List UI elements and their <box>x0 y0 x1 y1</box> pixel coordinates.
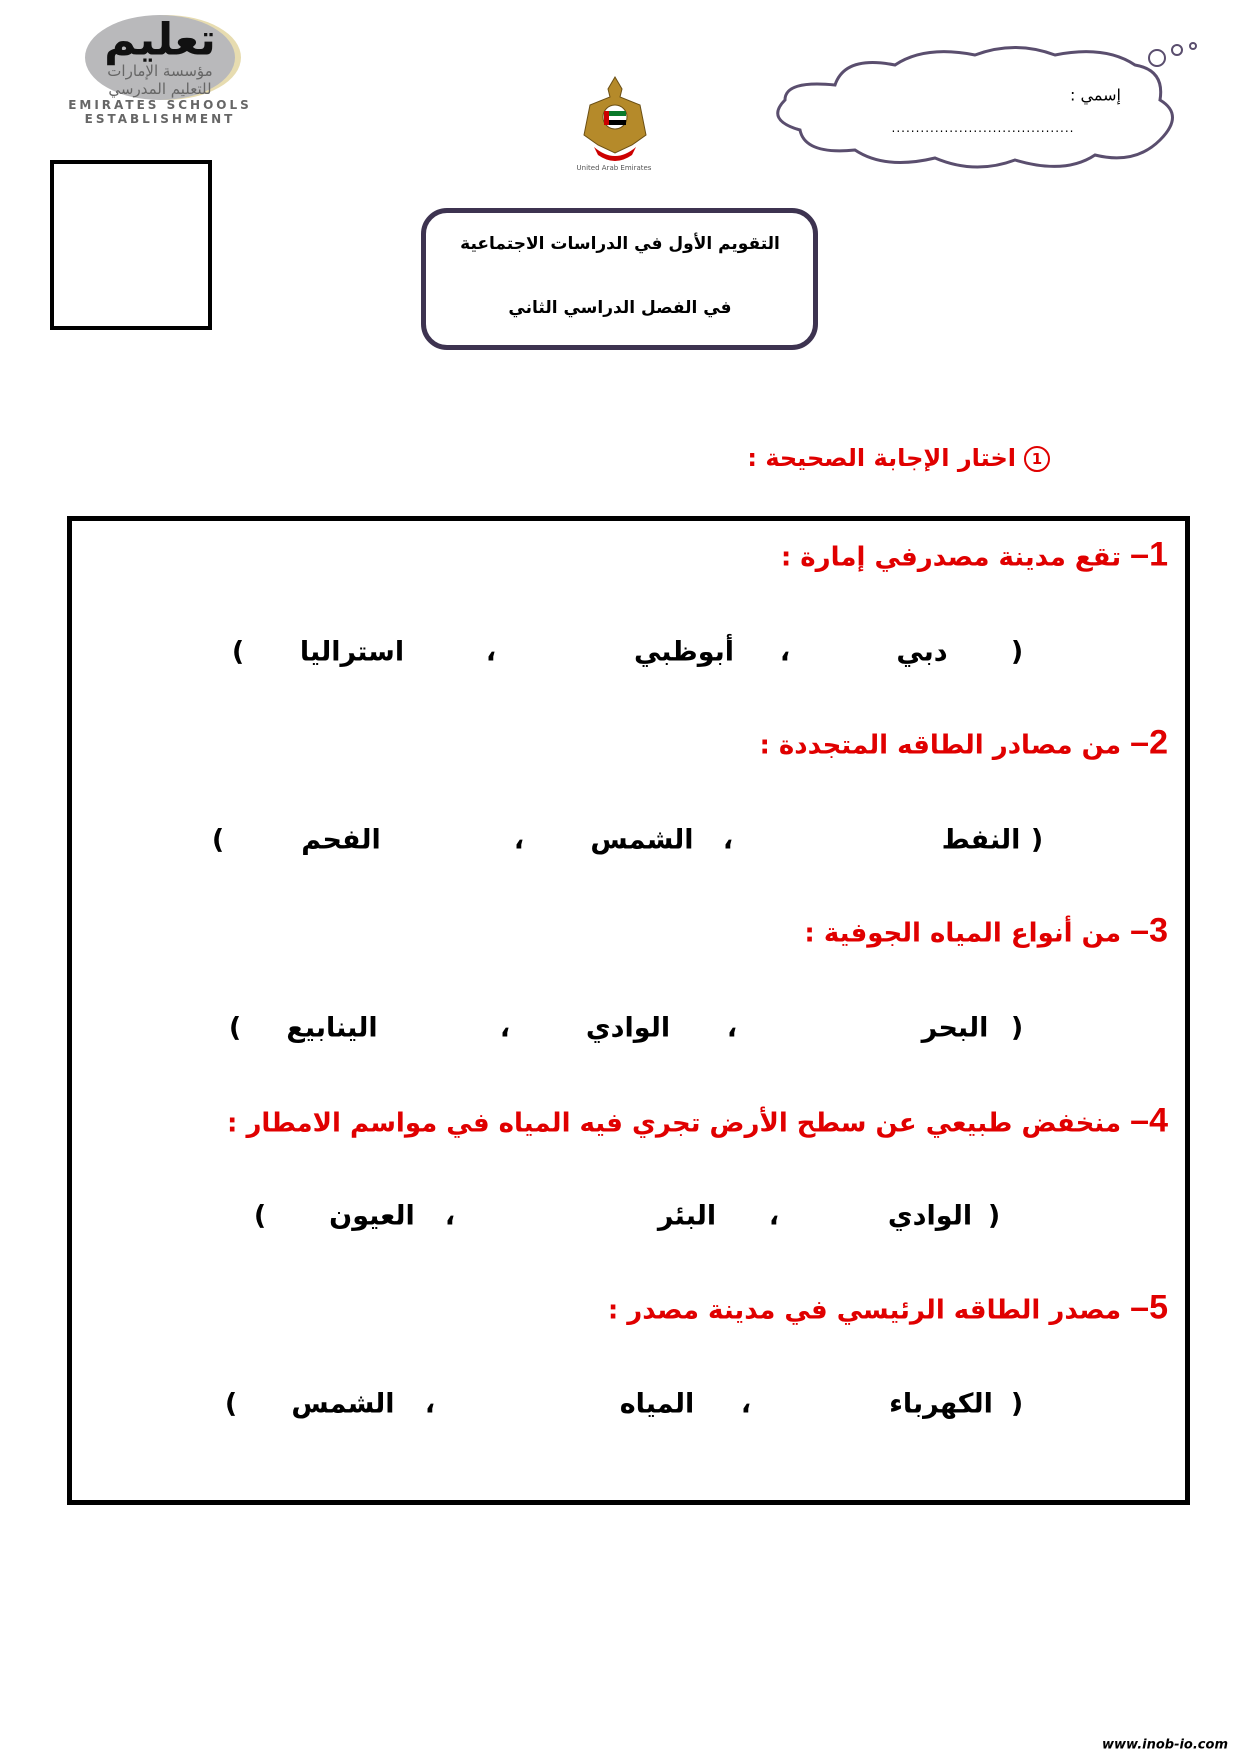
question-text: 5– مصدر الطاقه الرئيسي في مدينة مصدر : <box>607 1288 1168 1327</box>
separator: ، <box>768 1200 780 1232</box>
section-heading: 1اختار الإجابة الصحيحة : <box>747 444 1050 472</box>
option[interactable]: الينابيع <box>286 1012 378 1044</box>
question-text: 1– تقع مدينة مصدرفي إمارة : <box>780 535 1168 574</box>
option[interactable]: الوادي <box>585 1012 671 1044</box>
name-field[interactable]: ...................................... <box>891 121 1075 135</box>
title-line-1: التقويم الأول في الدراسات الاجتماعية <box>460 234 780 254</box>
section-number-icon: 1 <box>1024 446 1050 472</box>
question-text: 4– منخفض طبيعي عن سطح الأرض تجري فيه المياه في مواسم الامطار : <box>227 1101 1168 1140</box>
separator: ، <box>722 824 734 856</box>
option[interactable]: أبوظبي <box>633 636 735 668</box>
paren-open: ) <box>1030 824 1044 856</box>
paren-open: ) <box>987 1200 1001 1232</box>
title-box <box>421 208 818 350</box>
separator: ، <box>444 1200 456 1232</box>
emblem-caption: United Arab Emirates <box>576 164 652 172</box>
separator: ، <box>779 636 791 668</box>
question-text: 3– من أنواع المياه الجوفية : <box>804 911 1168 950</box>
option[interactable]: الوادي <box>887 1200 973 1232</box>
separator: ، <box>499 1012 511 1044</box>
footer-url: www.inob-io.com <box>1102 1737 1228 1753</box>
grade-box <box>50 160 212 330</box>
separator: ، <box>485 636 497 668</box>
paren-close: ( <box>224 1388 238 1420</box>
separator: ، <box>513 824 525 856</box>
option[interactable]: الشمس <box>291 1388 395 1420</box>
paren-close: ( <box>231 636 245 668</box>
option[interactable]: المياه <box>619 1388 695 1420</box>
paren-open: ) <box>1010 1388 1024 1420</box>
option[interactable]: الفحم <box>301 824 381 856</box>
option[interactable]: البئر <box>657 1200 717 1232</box>
option[interactable]: النفط <box>941 824 1021 856</box>
separator: ، <box>424 1388 436 1420</box>
paren-close: ( <box>228 1012 242 1044</box>
separator: ، <box>726 1012 738 1044</box>
option[interactable]: البحر <box>921 1012 989 1044</box>
option[interactable]: استراليا <box>299 636 405 668</box>
logo-word: تعليم <box>104 14 216 66</box>
option[interactable]: دبي <box>896 636 948 668</box>
uae-emblem-icon <box>580 75 650 165</box>
option[interactable]: الكهرباء <box>889 1388 993 1420</box>
title-line-2: في الفصل الدراسي الثاني <box>508 298 732 318</box>
option[interactable]: الشمس <box>590 824 694 856</box>
paren-close: ( <box>253 1200 267 1232</box>
separator: ، <box>740 1388 752 1420</box>
paren-open: ) <box>1010 1012 1024 1044</box>
question-text: 2– من مصادر الطاقه المتجددة : <box>759 723 1168 762</box>
logo-text: مؤسسة الإمارات للتعليم المدرسي EMIRATES SCHOOLS ESTABLISHMENT <box>68 62 252 126</box>
option[interactable]: العيون <box>329 1200 415 1232</box>
name-cloud <box>765 40 1210 175</box>
name-label: إسمي : <box>1070 85 1121 105</box>
paren-close: ( <box>211 824 225 856</box>
paren-open: ) <box>1010 636 1024 668</box>
